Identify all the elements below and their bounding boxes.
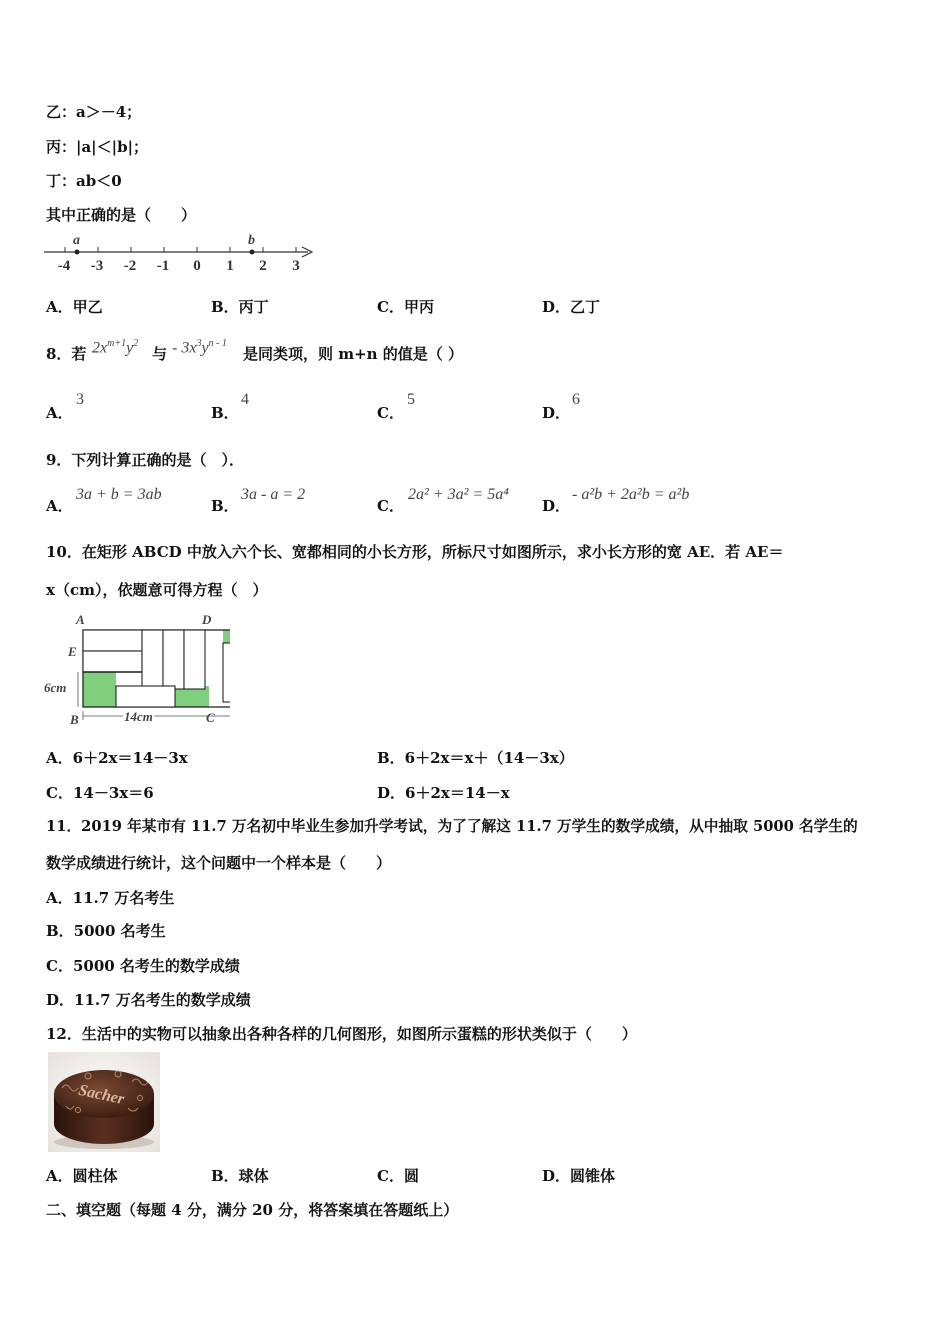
q9-option-c-expr: 2a² + 3a² = 5a⁴ [408, 486, 509, 503]
rectangle-figure [40, 606, 230, 730]
label-height: 6cm [44, 680, 67, 695]
q12-option-d: D．圆锥体 [542, 1167, 616, 1185]
q10-stem-line-1: 10．在矩形 ABCD 中放入六个长、宽都相同的小长方形，所标尺寸如图所示，求小长方形的宽 AE．若 AE＝ [46, 543, 784, 561]
q8-option-a-label: A． [46, 404, 73, 422]
q9-option-a-label: A． [46, 497, 73, 515]
q9-option-d-expr: - a²b + 2a²b = a²b [572, 486, 690, 503]
q9-option-b-expr: 3a - a = 2 [241, 486, 306, 503]
q7-statement-bing: 丙：|a|＜|b|； [46, 138, 149, 156]
q7-statement-ding: 丁：ab＜0 [46, 172, 122, 190]
number-line-figure [40, 228, 330, 278]
q7-option-a: A．甲乙 [46, 298, 103, 316]
q10-option-a: A．6＋2x＝14－3x [46, 749, 188, 767]
point-a-label: a [73, 233, 80, 248]
q12-option-c: C．圆 [377, 1167, 419, 1185]
q8-prefix: 8．若 [46, 345, 87, 363]
q11-option-a: A．11.7 万名考生 [46, 889, 175, 907]
point-b-label: b [248, 233, 255, 248]
tick-label: 2 [259, 258, 267, 274]
q9-option-a-expr: 3a + b = 3ab [76, 486, 162, 503]
q8-option-a-value: 3 [76, 391, 84, 408]
q7-option-d: D．乙丁 [542, 298, 601, 316]
q7-question: 其中正确的是（ ） [46, 206, 197, 224]
q10-stem-line-2: x（cm），依题意可得方程（ ） [46, 581, 268, 599]
q8-expression-2: - $3x^3y^{n - 1}$ [172, 338, 227, 357]
q11-option-d: D．11.7 万名考生的数学成绩 [46, 991, 251, 1009]
q8-expression-1: $2x^{m+1}y^2$ [92, 338, 139, 357]
q11-option-c: C．5000 名考生的数学成绩 [46, 957, 240, 975]
q9-option-d-label: D． [542, 497, 571, 515]
section-2-heading: 二、填空题（每题 4 分，满分 20 分，将答案填在答题纸上） [46, 1201, 459, 1219]
q9-stem: 9．下列计算正确的是（ ）． [46, 451, 244, 469]
tick-label: -1 [156, 258, 170, 274]
cake-image [48, 1052, 160, 1152]
point-a-dot [75, 250, 80, 255]
cake-inscription: Sacher [76, 1081, 126, 1109]
q7-option-c: C．甲丙 [377, 298, 434, 316]
q12-stem: 12．生活中的实物可以抽象出各种各样的几何图形，如图所示蛋糕的形状类似于（ ） [46, 1025, 637, 1043]
q10-option-c: C．14－3x＝6 [46, 784, 154, 802]
q10-option-b: B．6＋2x＝x＋（14－3x） [377, 749, 574, 767]
q8-option-b-label: B． [211, 404, 239, 422]
point-b-dot [250, 250, 255, 255]
label-E: E [68, 644, 77, 659]
q9-option-c-label: C． [377, 497, 404, 515]
q8-option-d-label: D． [542, 404, 571, 422]
q8-option-d-value: 6 [572, 391, 580, 408]
label-B: B [70, 712, 79, 727]
q8-option-b-value: 4 [241, 391, 249, 408]
tick-label: 0 [193, 258, 201, 274]
q11-option-b: B．5000 名考生 [46, 922, 166, 940]
q8-option-c-value: 5 [407, 391, 415, 408]
label-D: D [202, 612, 212, 627]
q8-suffix: 是同类项，则 m+n 的值是（ ） [243, 345, 464, 363]
tick-label: -2 [123, 258, 137, 274]
q7-option-b: B．丙丁 [211, 298, 269, 316]
tick-label: 3 [292, 258, 300, 274]
tick-label: 1 [226, 258, 234, 274]
q7-statement-yi: 乙：a＞－4； [46, 103, 142, 121]
tick-label: -4 [57, 258, 71, 274]
q12-option-b: B．球体 [211, 1167, 269, 1185]
tick-label: -3 [90, 258, 104, 274]
label-C: C [206, 710, 215, 725]
label-A: A [76, 612, 85, 627]
q8-option-c-label: C． [377, 404, 404, 422]
q9-option-b-label: B． [211, 497, 239, 515]
label-width: 14cm [124, 709, 153, 724]
q11-stem-line-2: 数学成绩进行统计，这个问题中一个样本是（ ） [46, 854, 392, 872]
q8-conjunction: 与 [152, 345, 168, 363]
q12-option-a: A．圆柱体 [46, 1167, 118, 1185]
q10-option-d: D．6＋2x＝14－x [377, 784, 510, 802]
q11-stem-line-1: 11．2019 年某市有 11.7 万名初中毕业生参加升学考试，为了了解这 11.7 万学生的数学成绩，从中抽取 5000 名学生的 [46, 818, 858, 835]
